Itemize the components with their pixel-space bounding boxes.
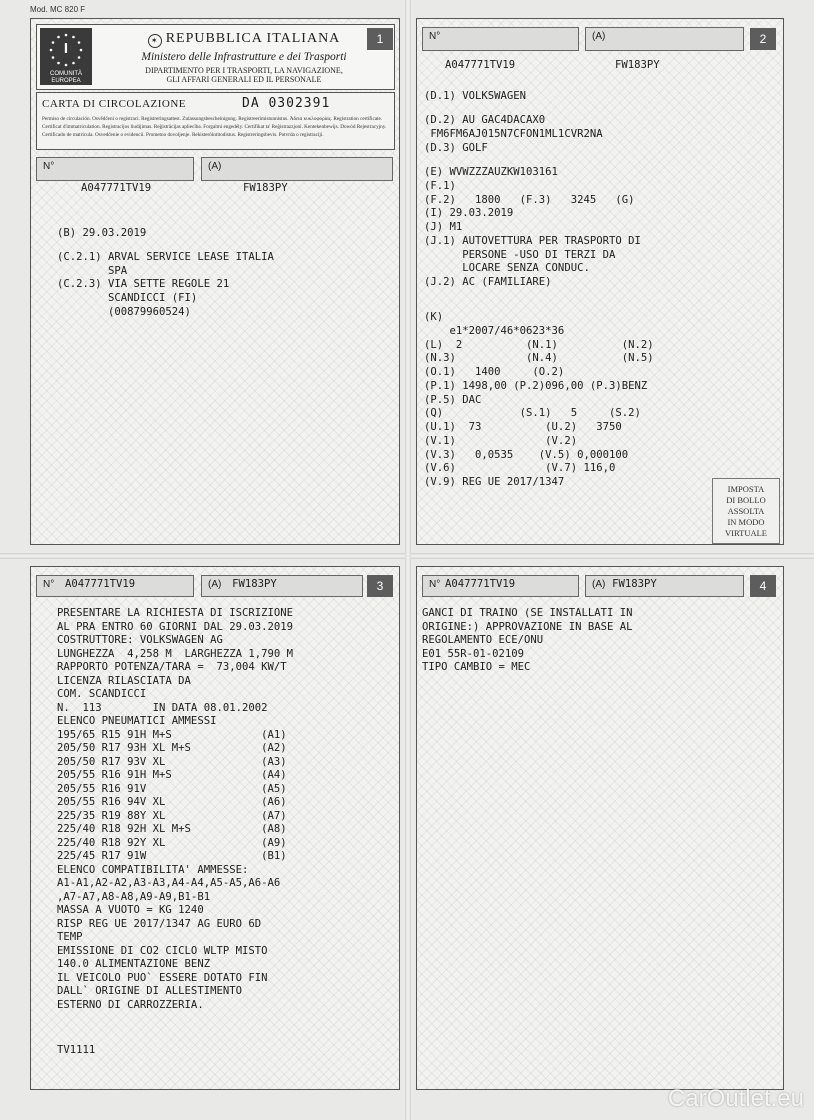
form-code-label: Mod. MC 820 F (30, 5, 86, 14)
text-line (57, 1033, 293, 1044)
text-line: (V.1) (V.2) (424, 434, 578, 447)
text-line: (O.1) 1400 (O.2) (424, 366, 565, 379)
text-line: ELENCO COMPATIBILITA' AMMESSE: (57, 863, 249, 876)
text-line: GANCI DI TRAINO (SE INSTALLATI IN (422, 607, 633, 619)
multilingual-translations: Permiso de circulación. Osvědčení o registraci. Registreringsattest. Zulassungsbescheinigung. Registreerimistunnistus. Άδεια κυκλοφορίας. Registration certificate. Certificat d'immatriculation. Registracijos liudijimas. Reģistrācijas apliecība. Forgalmi engedély. Certifikat ta' Reģistrazzjoni. Kentekenbewijs. Dowód Rejestracyjny. Certificado de matrícula. Osvedčenie o evidencii. Prometno dovoljenje. Rekisteröintitodistus. Registreringsbevis. Potvrda o registraciji. (42, 116, 387, 138)
text-line: PERSONE -USO DI TERZI DA (424, 248, 616, 261)
text-line: (F.1) (424, 179, 456, 192)
imposta-line4: IN MODO (727, 517, 765, 527)
imposta-line1: IMPOSTA (727, 484, 765, 494)
text-line: (J.2) AC (FAMILIARE) (424, 276, 552, 289)
panel-4-notes (416, 566, 784, 1090)
text-line: MASSA A VUOTO = KG 1240 (57, 904, 204, 916)
vertical-fold-crease (405, 0, 411, 1120)
text-line: (E) WVWZZZAUZKW103161 (424, 166, 558, 179)
plate-number: FW183PY (243, 182, 288, 194)
text-line: ELENCO PNEUMATICI AMMESSI (57, 715, 217, 727)
text-line: (L) 2 (N.1) (N.2) (424, 338, 654, 351)
republic-title (97, 31, 391, 48)
text-line: 205/55 R16 91H M+S (A4) (57, 769, 287, 781)
department-line2: GLI AFFARI GENERALI ED IL PERSONALE (166, 75, 322, 84)
text-line (424, 290, 654, 301)
text-line (424, 301, 654, 312)
no-field-box (36, 575, 194, 597)
text-line: (D.2) AU GAC4DACAX0 (424, 114, 546, 127)
text-line: (K) (424, 311, 444, 324)
plate-number: FW183PY (615, 59, 660, 71)
text-line: SCANDICCI (FI) (57, 291, 198, 304)
a-label: (A) (592, 31, 606, 42)
text-line: REGOLAMENTO ECE/ONU (422, 634, 544, 646)
text-line: 205/50 R17 93V XL (A3) (57, 755, 287, 768)
text-line: PRESENTARE LA RICHIESTA DI ISCRIZIONE (57, 607, 293, 619)
owner-data-block (57, 227, 274, 319)
text-line: COSTRUTTORE: VOLKSWAGEN AG (57, 634, 223, 646)
text-line: (P.5) DAC (424, 393, 482, 406)
text-line: (F.2) 1800 (F.3) 3245 (G) (424, 193, 635, 206)
text-line: TV1111 (57, 1043, 96, 1056)
text-line: (Q) (S.1) 5 (S.2) (424, 407, 641, 420)
a-field-box (585, 27, 744, 51)
text-line: RAPPORTO POTENZA/TARA = 73,004 KW/T (57, 661, 287, 673)
panel-2-vehicle-data (416, 18, 784, 545)
department-line1: DIPARTIMENTO PER I TRASPORTI, LA NAVIGAZIONE, (145, 66, 343, 75)
text-line: (V.6) (V.7) 116,0 (424, 462, 616, 475)
text-line: ORIGINE:) APPROVAZIONE IN BASE AL (422, 620, 633, 633)
text-line: COM. SCANDICCI (57, 688, 147, 700)
no-label: N° (43, 579, 55, 590)
text-line: EMISSIONE DI CO2 CICLO WLTP MISTO (57, 944, 268, 957)
text-line (57, 1023, 293, 1034)
text-line: e1*2007/46*0623*36 (424, 324, 565, 337)
plate-number: FW183PY (232, 578, 277, 590)
text-line: LUNGHEZZA 4,258 M LARGHEZZA 1,790 M (57, 647, 293, 660)
a-field-box (201, 157, 393, 181)
eu-text-line1: COMUNITÀ (50, 71, 82, 77)
department-name (97, 66, 391, 84)
text-line (57, 241, 274, 252)
no-label: N° (43, 161, 55, 172)
republic-title-text: REPUBBLICA ITALIANA (165, 31, 341, 46)
no-field-box (422, 27, 579, 51)
imposta-line3: ASSOLTA (727, 506, 765, 516)
text-line: (P.1) 1498,00 (P.2)096,00 (P.3)BENZ (424, 379, 648, 392)
plate-number: FW183PY (612, 578, 657, 590)
text-line: (C.2.1) ARVAL SERVICE LEASE ITALIA (57, 251, 274, 264)
text-line: FM6FM6AJ015N7CFON1ML1CVR2NA (424, 128, 603, 141)
a-field-box (585, 575, 744, 597)
text-line: (C.2.3) VIA SETTE REGOLE 21 (57, 278, 230, 291)
a-field-box (201, 575, 363, 597)
eu-text-line2: EUROPEA (51, 78, 81, 84)
country-letter: I (63, 40, 69, 57)
text-line: (D.1) VOLKSWAGEN (424, 90, 527, 102)
text-line: RISP REG UE 2017/1347 AG EURO 6D (57, 917, 262, 930)
text-line: 205/55 R16 94V XL (A6) (57, 796, 287, 808)
panel-number-badge: 4 (750, 575, 776, 597)
text-line: 225/40 R18 92Y XL (A9) (57, 836, 287, 849)
a-label: (A) (208, 579, 222, 590)
eu-flag-icon (40, 28, 92, 85)
panel-number-badge: 3 (367, 575, 393, 597)
text-line: SPA (57, 264, 128, 277)
text-line: TEMP (57, 931, 83, 943)
text-line: LOCARE SENZA CONDUC. (424, 262, 590, 275)
panel-1-registration-header (30, 18, 400, 545)
text-line: (U.1) 73 (U.2) 3750 (424, 421, 622, 434)
panel-3-notes (30, 566, 400, 1090)
text-line: 140.0 ALIMENTAZIONE BENZ (57, 958, 211, 970)
carta-number: DA 0302391 (242, 96, 331, 111)
text-line: (B) 29.03.2019 (57, 227, 147, 239)
text-line: IL VEICOLO PUO` ESSERE DOTATO FIN (57, 971, 268, 984)
republic-header (36, 24, 395, 90)
text-line: ESTERNO DI CARROZZERIA. (57, 998, 204, 1011)
text-line: A1-A1,A2-A2,A3-A3,A4-A4,A5-A5,A6-A6 (57, 877, 281, 889)
imposta-line5: VIRTUALE (725, 528, 767, 538)
no-field-box (422, 575, 579, 597)
text-line (424, 156, 654, 167)
document-number: A047771TV19 (445, 578, 516, 590)
text-line: E01 55R-01-02109 (422, 647, 525, 660)
text-line: LICENZA RILASCIATA DA (57, 674, 191, 687)
imposta-line2: DI BOLLO (726, 495, 766, 505)
text-line: 205/50 R17 93H XL M+S (A2) (57, 742, 287, 754)
panel-number-badge: 1 (367, 28, 393, 50)
text-line: 225/35 R19 88Y XL (A7) (57, 809, 287, 822)
text-line: 225/45 R17 91W (B1) (57, 850, 287, 862)
text-line: (00879960524) (57, 305, 191, 318)
text-line (424, 104, 654, 115)
text-line: (V.3) 0,0535 (V.5) 0,000100 (424, 448, 629, 461)
text-line: (N.3) (N.4) (N.5) (424, 352, 654, 365)
text-line: AL PRA ENTRO 60 GIORNI DAL 29.03.2019 (57, 620, 293, 633)
no-label: N° (429, 579, 441, 590)
imposta-bollo-box (712, 478, 780, 544)
document-number: A047771TV19 (81, 182, 152, 194)
text-line: (V.9) REG UE 2017/1347 (424, 476, 565, 489)
no-label: N° (429, 31, 441, 42)
vehicle-data-block (424, 90, 654, 490)
text-line: 195/65 R15 91H M+S (A1) (57, 728, 287, 741)
text-line: DALL` ORIGINE DI ALLESTIMENTO (57, 985, 242, 997)
text-line: 225/40 R18 92H XL M+S (A8) (57, 823, 287, 835)
ministry-name: Ministero delle Infrastrutture e dei Trasporti (141, 51, 347, 63)
document-number: A047771TV19 (445, 59, 516, 71)
towing-data-block (422, 607, 632, 675)
text-line: (D.3) GOLF (424, 141, 488, 154)
text-line: N. 113 IN DATA 08.01.2002 (57, 701, 268, 714)
text-line (57, 1012, 293, 1023)
carta-circolazione-box (36, 92, 395, 150)
eu-text (40, 71, 92, 85)
text-line: (J) M1 (424, 221, 463, 234)
emblem-icon: ✶ (148, 34, 162, 48)
text-line: 205/55 R16 91V (A5) (57, 782, 287, 795)
a-label: (A) (208, 161, 222, 172)
carta-title: CARTA DI CIRCOLAZIONE (42, 98, 187, 110)
text-line: (I) 29.03.2019 (424, 207, 514, 220)
notes-data-block (57, 607, 293, 1057)
text-line: (J.1) AUTOVETTURA PER TRASPORTO DI (424, 234, 641, 247)
document-number: A047771TV19 (65, 578, 136, 590)
no-field-box (36, 157, 194, 181)
watermark-logo: CarOutlet.eu (667, 1085, 804, 1112)
text-line: TIPO CAMBIO = MEC (422, 661, 531, 673)
panel-number-badge: 2 (750, 28, 776, 50)
text-line: ,A7-A7,A8-A8,A9-A9,B1-B1 (57, 890, 211, 903)
a-label: (A) (592, 579, 606, 590)
